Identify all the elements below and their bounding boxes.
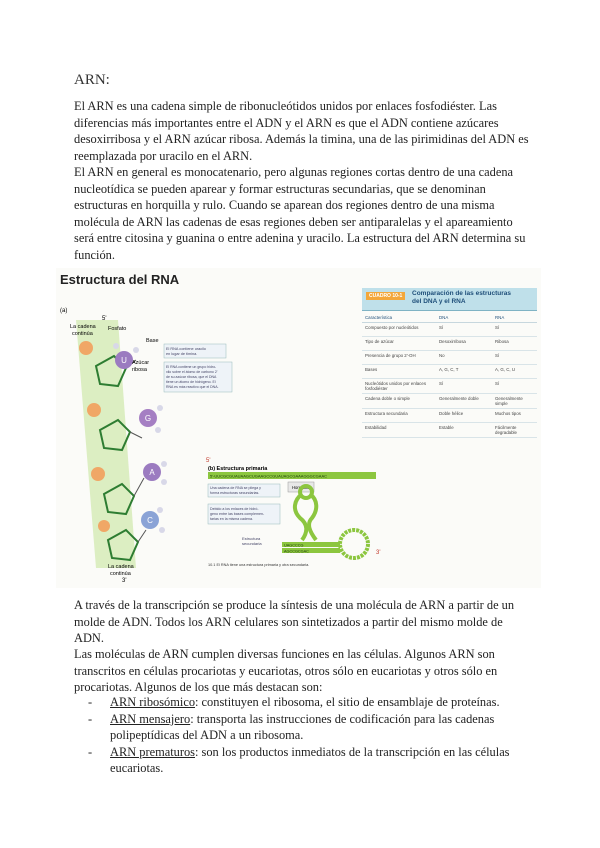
table-cell: Muchos tipos bbox=[492, 409, 537, 423]
comparison-table bbox=[362, 288, 537, 458]
five-prime-top: 5' bbox=[102, 316, 107, 322]
note-hydroxyl-l4: tiene un átomo de hidrógeno. El bbox=[166, 380, 216, 384]
primary-sequence: 5'-UUCGCGUAUAAGCUGAAGCCGUAUAGCGAAAGGGCGAAC bbox=[210, 473, 328, 479]
phosphate-3 bbox=[91, 467, 105, 481]
three-prime-bottom: 3' bbox=[122, 578, 127, 584]
col-dna: DNA bbox=[436, 311, 492, 323]
phosphate-1 bbox=[79, 341, 93, 355]
phosphate-2 bbox=[87, 403, 101, 417]
table-cell: Sí bbox=[492, 351, 537, 365]
table-row bbox=[362, 323, 537, 337]
table-cell: Sí bbox=[436, 323, 492, 337]
table-row bbox=[362, 337, 537, 351]
table-cell: Estructura secundaria bbox=[362, 409, 436, 423]
table-cell: Generalmente simple bbox=[492, 394, 537, 409]
base-U-label: U bbox=[121, 356, 127, 365]
list-dash: - bbox=[88, 711, 93, 726]
list-text: : transporta las instrucciones de codificación para las cadenas polipeptídicas del ADN a un ribosoma. bbox=[110, 711, 495, 743]
stem-seq-bottom: AGCCGCGAC bbox=[284, 549, 309, 554]
note-hydroxyl-l1: El RNA contiene un grupo hidro- bbox=[166, 365, 217, 369]
table-row bbox=[362, 423, 537, 438]
panel-b-label: (b) Estructura primaria bbox=[208, 466, 268, 472]
note-fold-l1: Una cadena de RNA se pliega y bbox=[210, 486, 261, 490]
table-row bbox=[362, 365, 537, 379]
note-hbond-l2: geno entre las bases complemen- bbox=[210, 512, 265, 516]
table-cell: Cadena doble o simple bbox=[362, 394, 436, 409]
list-term: ARN mensajero bbox=[110, 711, 191, 726]
base-label: Base bbox=[146, 338, 159, 344]
table-cell: Sí bbox=[492, 379, 537, 394]
note-hydroxyl-l5: RNA es más reactivo que el DNA. bbox=[166, 385, 219, 389]
table-cell: Estable bbox=[436, 423, 492, 438]
chain-bottom-line2: continúa bbox=[110, 571, 131, 577]
table-title bbox=[412, 290, 532, 306]
base-G-label: G bbox=[144, 414, 152, 423]
list-dash: - bbox=[88, 695, 93, 709]
table-cell: A, G, C, U bbox=[492, 365, 537, 379]
panel-a-label: (a) bbox=[60, 308, 68, 314]
table-row bbox=[362, 409, 537, 423]
table-title-line1: Comparación de las estructuras bbox=[412, 290, 511, 297]
paragraph-functions: Las moléculas de ARN cumplen diversas funciones en las células. Algunos ARN son transcritos en células procariotas y eucariotas, otros sólo en eucariotas y otros sólo en procariotas. Algunos de los que más destacan son: bbox=[74, 647, 498, 695]
note-uracil-l2: en lugar de timina. bbox=[166, 352, 198, 356]
paragraph-definition: El ARN es una cadena simple de ribonucleótidos unidos por enlaces fosfodiéster. Las diferencias más importantes entre el ADN y el ARN es que el ADN contiene azúcares desoxirribosa y el ARN azúcar ribosa. Además la timina, una de las pirimidinas del ADN es reemplazada por uracilo en el ARN. bbox=[74, 99, 529, 163]
table-title-line2: del DNA y el RNA bbox=[412, 298, 466, 305]
panel-b-3prime: 3' bbox=[376, 550, 381, 556]
list-item bbox=[88, 744, 528, 777]
table-cell: Generalmente doble bbox=[436, 394, 492, 409]
table-row bbox=[362, 394, 537, 409]
table-cell: Sí bbox=[492, 323, 537, 337]
list-text: : son los productos inmediatos de la transcripción en las células eucariotas. bbox=[110, 744, 510, 776]
note-fold-l2: forma estructuras secundarias. bbox=[210, 491, 260, 495]
table-cell: No bbox=[436, 351, 492, 365]
table-cell: Desoxirribosa bbox=[436, 337, 492, 351]
table-row bbox=[362, 379, 537, 394]
list-item bbox=[88, 711, 528, 744]
sugar-label-2: ribosa bbox=[132, 367, 147, 373]
table-cell: Estabilidad bbox=[362, 423, 436, 438]
table-cell: Doble hélice bbox=[436, 409, 492, 423]
sugar-label-1: Azúcar bbox=[132, 360, 150, 366]
table-cell: Compuesto por nucleótidos bbox=[362, 323, 436, 337]
chain-top-line2: continúa bbox=[72, 331, 93, 337]
table-cell: A, G, C, T bbox=[436, 365, 492, 379]
list-term: ARN prematuros bbox=[110, 744, 195, 759]
table-cell: Bases bbox=[362, 365, 436, 379]
table-cell: Presencia de grupo 2'-OH bbox=[362, 351, 436, 365]
note-hbond-l1: Debido a los enlaces de hidró- bbox=[210, 507, 259, 511]
list-text: : constituyen el ribosoma, el sitio de ensamblaje de proteínas. bbox=[195, 695, 500, 709]
list-dash: - bbox=[88, 744, 93, 759]
section-heading: ARN: bbox=[74, 72, 110, 88]
panel-b-5prime: 5' bbox=[206, 458, 211, 464]
list-item bbox=[88, 694, 528, 711]
table-tag: CUADRO 10-1 bbox=[366, 292, 405, 300]
table-cell: Nucleótidos unidos por enlaces fosfodiéster bbox=[362, 379, 436, 394]
chain-top-line1: La cadena bbox=[70, 324, 96, 330]
rna-types-list bbox=[88, 694, 528, 777]
phosphate-label: Fosfato bbox=[108, 326, 127, 332]
base-A-label: A bbox=[149, 468, 155, 477]
figure-caption: 10.1 El RNA tiene una estructura primaria y otra secundaria. bbox=[208, 563, 310, 567]
note-hbond-l3: tarias en la misma cadena. bbox=[210, 517, 253, 521]
table-cell: Ribosa bbox=[492, 337, 537, 351]
note-hydroxyl-l3: de su azúcar ribosa, que el DNA bbox=[166, 375, 217, 379]
comparison-grid bbox=[362, 311, 537, 438]
base-C-label: C bbox=[147, 516, 153, 525]
stem-label-1: Estructura bbox=[242, 536, 261, 541]
paragraph-structure: El ARN en general es monocatenario, pero algunas regiones cortas dentro de una cadena nucleotídica se pueden aparear y formar estructuras secundarias, que se denominan estructuras en horquilla y rulo. Cuando se aparean dos regiones dentro de una misma molécula de ARN las cadenas de esas regiones deben ser antiparalelas y el apareamiento será entre citosina y guanina o entre adenina y uracilo. La estructura del ARN determina su función. bbox=[74, 165, 526, 262]
stem-label-2: secundaria bbox=[242, 541, 262, 546]
stem-seq-top: UAGCCCG bbox=[284, 543, 304, 548]
figure-title: Estructura del RNA bbox=[60, 272, 180, 287]
table-cell: Fácilmente degradable bbox=[492, 423, 537, 438]
table-row bbox=[362, 351, 537, 365]
table-header-bar bbox=[362, 288, 537, 311]
note-uracil-l1: El RNA contiene uracilo bbox=[166, 347, 206, 351]
chain-bottom-line1: La cadena bbox=[108, 564, 134, 570]
col-characteristic: Característica bbox=[362, 311, 436, 323]
hairpin-label: Horquilla bbox=[292, 485, 309, 490]
table-header-row bbox=[362, 311, 537, 323]
phosphate-4 bbox=[98, 520, 110, 532]
paragraph-transcription: A través de la transcripción se produce la síntesis de una molécula de ARN a partir de un molde de ADN. Todos los ARN celulares son sintetizados a partir del mismo molde de ADN. bbox=[74, 598, 515, 646]
note-hydroxyl-l2: xilo sobre el átomo de carbono 2' bbox=[166, 370, 218, 374]
list-term: ARN ribosómico bbox=[110, 695, 196, 709]
table-cell: Tipo de azúcar bbox=[362, 337, 436, 351]
table-cell: Sí bbox=[436, 379, 492, 394]
rna-structure-figure bbox=[56, 268, 541, 588]
col-rna: RNA bbox=[492, 311, 537, 323]
